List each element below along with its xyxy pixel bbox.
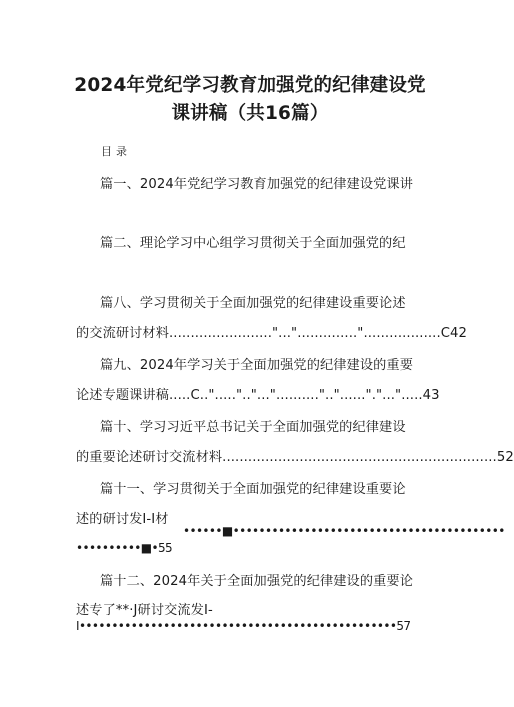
toc-entry-10-continuation: 的重要论述研讨交流材料................................................................52 [76, 450, 514, 465]
toc-entry-11-leader-dots: ••••••■•••••••••••••••••••••••••••••••••••••••••• [183, 524, 505, 538]
toc-entry-8: 篇八、学习贯彻关于全面加强党的纪律建设重要论述 [100, 296, 406, 311]
toc-entry-8-continuation: 的交流研讨材料........................"...".............."..................C42 [76, 326, 468, 341]
toc-entry-11-continuation: 述的研讨发I-I材 [76, 512, 169, 527]
toc-entry-11-page-number: ••••••••••■•55 [76, 541, 173, 555]
toc-entry-11: 篇十一、学习贯彻关于全面加强党的纪律建设重要论 [100, 482, 406, 497]
toc-entry-12: 篇十二、2024年关于全面加强党的纪律建设的重要论 [100, 574, 413, 589]
toc-entry-9: 篇九、2024年学习关于全面加强党的纪律建设的重要 [100, 358, 413, 373]
document-title-line-2: 课讲稿（共16篇） [171, 103, 329, 124]
toc-entry-9-continuation: 论述专题课讲稿.....C..".....".."..."..........".."......"."...".....43 [76, 388, 440, 403]
toc-entry-1: 篇一、2024年党纪学习教育加强党的纪律建设党课讲 [100, 177, 413, 192]
toc-heading: 目录 [101, 145, 131, 158]
toc-entry-12-leader-dots: I•••••••••••••••••••••••••••••••••••••••••••••••••57 [76, 619, 411, 633]
toc-entry-12-continuation: 述专了**·J研讨交流发I- [76, 603, 213, 618]
toc-entry-10: 篇十、学习习近平总书记关于全面加强党的纪律建设 [100, 420, 406, 435]
toc-entry-2: 篇二、理论学习中心组学习贯彻关于全面加强党的纪 [100, 236, 406, 251]
document-title-line-1: 2024年党纪学习教育加强党的纪律建设党 [74, 75, 426, 96]
